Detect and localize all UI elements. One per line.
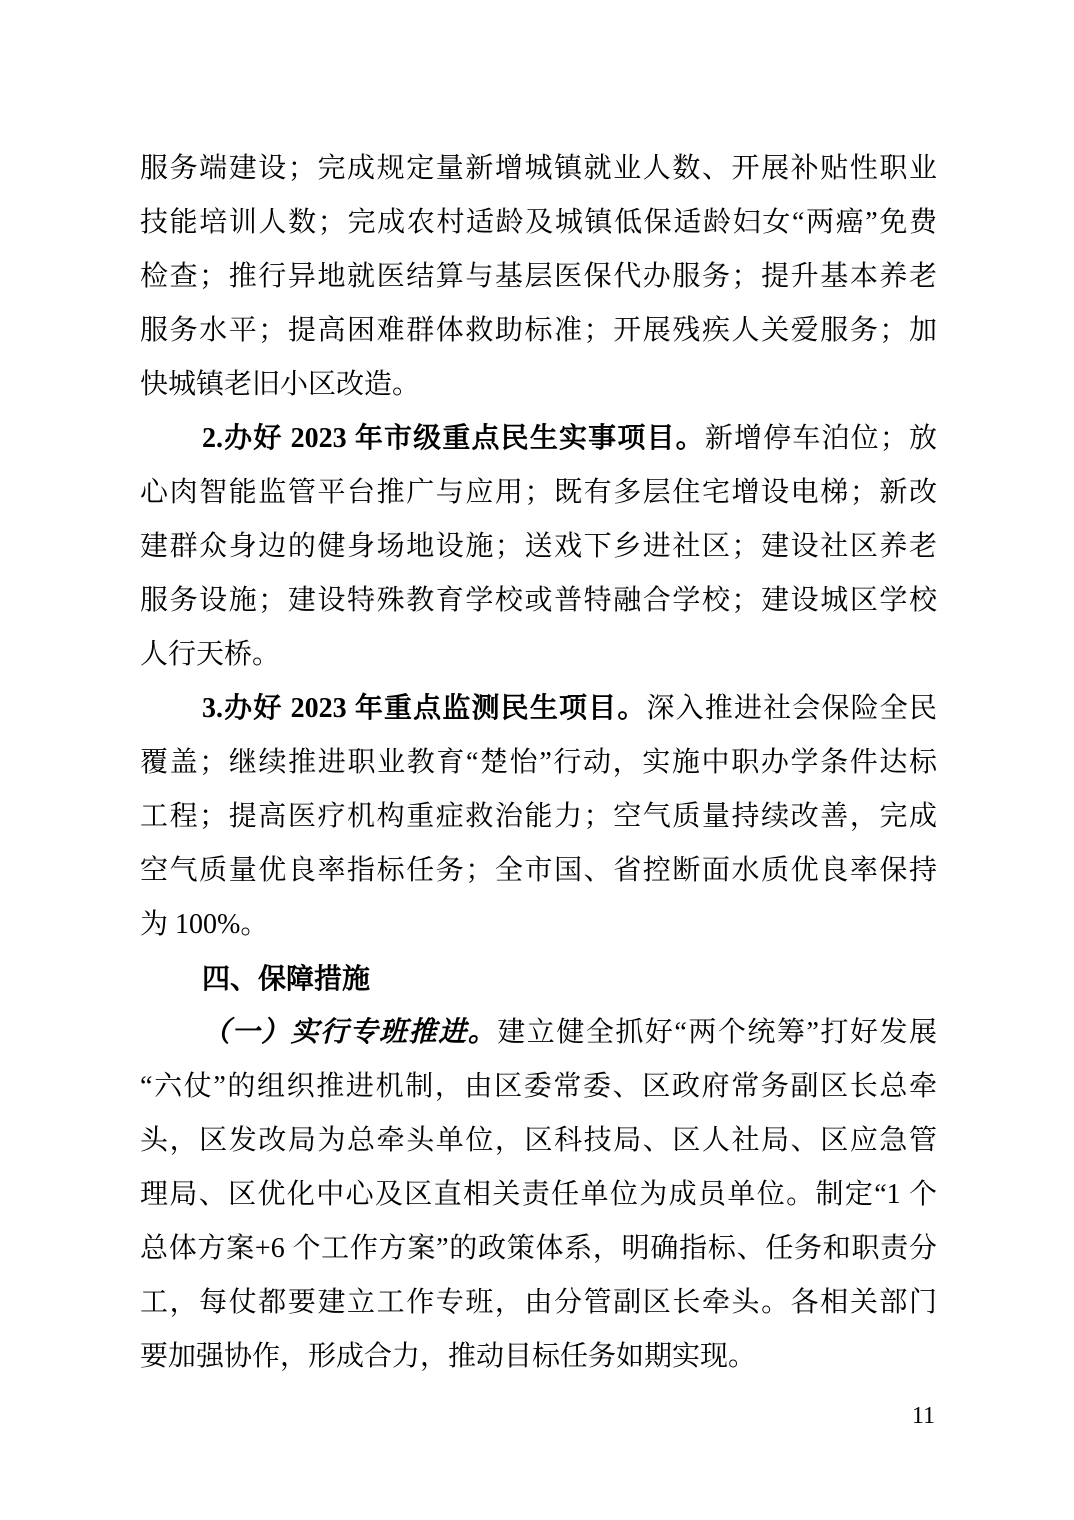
text-segment: 工程；提高医疗机构重症救治能力；空气质量持续改善，完成 bbox=[140, 801, 937, 832]
text-segment: 深入推进社会保险全民 bbox=[646, 693, 937, 724]
text-line bbox=[140, 898, 937, 952]
text-segment: 人行天桥。 bbox=[140, 639, 281, 670]
text-line bbox=[140, 574, 937, 628]
text-line bbox=[140, 466, 937, 520]
page-number: 11 bbox=[911, 1403, 935, 1429]
text-segment: 心肉智能监管平台推广与应用；既有多层住宅增设电梯；新改 bbox=[140, 477, 937, 508]
text-segment: 工，每仗都要建立工作专班，由分管副区长牵头。各相关部门 bbox=[140, 1287, 937, 1318]
text-segment: 建立健全抓好“两个统筹”打好发展 bbox=[497, 1017, 937, 1048]
text-line bbox=[140, 1168, 937, 1222]
text-line bbox=[140, 358, 937, 412]
kai-segment: （一）实行专班推进。 bbox=[202, 1017, 498, 1048]
text-line bbox=[140, 628, 937, 682]
paragraph bbox=[140, 952, 937, 1006]
text-segment: 建群众身边的健身场地设施；送戏下乡进社区；建设社区养老 bbox=[140, 531, 937, 562]
paragraph bbox=[140, 682, 937, 952]
text-segment: 总体方案+6 个工作方案”的政策体系，明确指标、任务和职责分 bbox=[140, 1233, 937, 1264]
text-line bbox=[140, 304, 937, 358]
text-line bbox=[140, 1330, 937, 1384]
text-line bbox=[140, 1276, 937, 1330]
bold-segment: 3.办好 2023 年重点监测民生项目。 bbox=[202, 693, 647, 724]
text-line bbox=[140, 736, 937, 790]
bold-segment: 2.办好 2023 年市级重点民生实事项目。 bbox=[202, 423, 705, 454]
text-segment: 空气质量优良率指标任务；全市国、省控断面水质优良率保持 bbox=[140, 855, 937, 886]
text-segment: 服务端建设；完成规定量新增城镇就业人数、开展补贴性职业 bbox=[140, 153, 937, 184]
text-line bbox=[140, 142, 937, 196]
text-segment: 快城镇老旧小区改造。 bbox=[140, 369, 421, 400]
paragraph bbox=[140, 142, 937, 412]
text-segment: “六仗”的组织推进机制，由区委常委、区政府常务副区长总牵 bbox=[140, 1071, 937, 1102]
text-segment: 检查；推行异地就医结算与基层医保代办服务；提升基本养老 bbox=[140, 261, 937, 292]
text-line bbox=[140, 952, 937, 1006]
text-segment: 覆盖；继续推进职业教育“楚怡”行动，实施中职办学条件达标 bbox=[140, 747, 937, 778]
text-segment: 要加强协作，形成合力，推动目标任务如期实现。 bbox=[140, 1341, 757, 1372]
document-body bbox=[140, 142, 937, 1384]
text-line bbox=[140, 844, 937, 898]
text-line bbox=[140, 682, 937, 736]
text-line bbox=[140, 520, 937, 574]
text-segment: 服务水平；提高困难群体救助标准；开展残疾人关爱服务；加 bbox=[140, 315, 937, 346]
paragraph bbox=[140, 412, 937, 682]
text-line bbox=[140, 1114, 937, 1168]
text-segment: 头，区发改局为总牵头单位，区科技局、区人社局、区应急管 bbox=[140, 1125, 937, 1156]
text-line bbox=[140, 412, 937, 466]
text-line bbox=[140, 1006, 937, 1060]
text-segment: 技能培训人数；完成农村适龄及城镇低保适龄妇女“两癌”免费 bbox=[140, 207, 937, 238]
text-line bbox=[140, 1060, 937, 1114]
text-line bbox=[140, 790, 937, 844]
text-line bbox=[140, 1222, 937, 1276]
paragraph bbox=[140, 1006, 937, 1384]
text-segment: 服务设施；建设特殊教育学校或普特融合学校；建设城区学校 bbox=[140, 585, 937, 616]
text-line bbox=[140, 196, 937, 250]
text-segment: 为 100%。 bbox=[140, 909, 269, 940]
text-line bbox=[140, 250, 937, 304]
heading-segment: 四、保障措施 bbox=[202, 963, 371, 994]
text-segment: 新增停车泊位；放 bbox=[704, 423, 937, 454]
text-segment: 理局、区优化中心及区直相关责任单位为成员单位。制定“1 个 bbox=[140, 1179, 937, 1210]
